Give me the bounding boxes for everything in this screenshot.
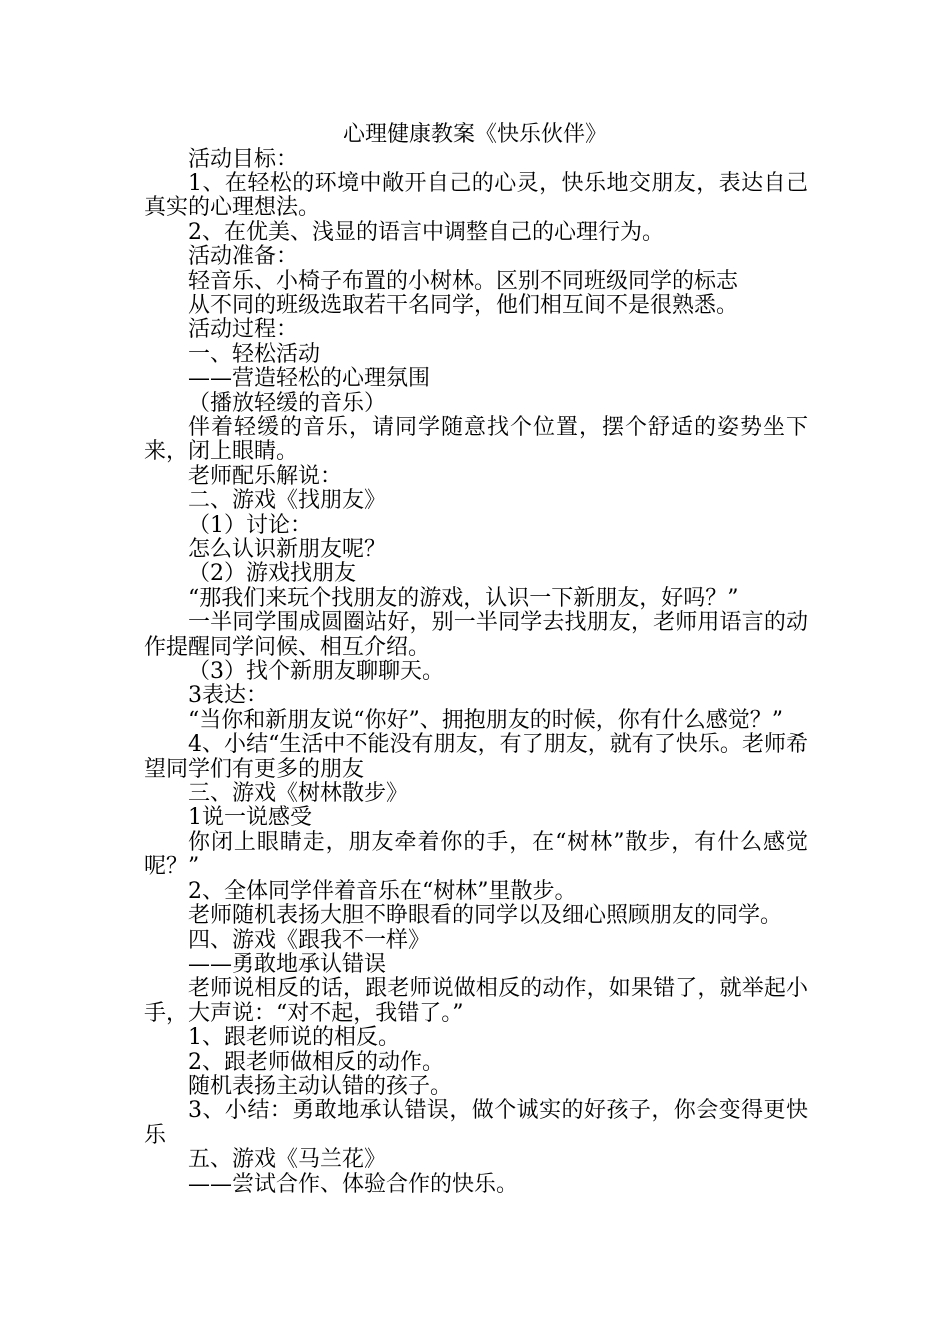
paragraph: ——营造轻松的心理氛围 (188, 366, 431, 392)
paragraph: 3、小结：勇敢地承认错误，做个诚实的好孩子，你会变得更快乐 (144, 1098, 808, 1148)
paragraph: 老师配乐解说： (188, 463, 343, 489)
paragraph: 2、全体同学伴着音乐在“树林”里散步。 (188, 878, 577, 904)
paragraph: 2、在优美、浅显的语言中调整自己的心理行为。 (188, 219, 664, 245)
paragraph: 伴着轻缓的音乐，请同学随意找个位置，摆个舒适的姿势坐下来，闭上眼睛。 (144, 414, 808, 465)
paragraph: 活动目标： (188, 146, 299, 172)
document-body (144, 148, 808, 1197)
paragraph: ——尝试合作、体验合作的快乐。 (188, 1171, 519, 1197)
paragraph: 3表达： (188, 683, 268, 709)
paragraph: “当你和新朋友说“你好”、拥抱朋友的时候，你有什么感觉？” (188, 707, 783, 733)
paragraph: 怎么认识新朋友呢？ (188, 537, 387, 562)
paragraph: 五、游戏《马兰花》 (188, 1147, 387, 1173)
paragraph: 2、跟老师做相反的动作。 (188, 1049, 444, 1075)
paragraph: 活动过程： (188, 317, 299, 343)
document-title: 心理健康教案《快乐伙伴》 (342, 122, 607, 147)
paragraph: 1、在轻松的环境中敞开自己的心灵，快乐地交朋友，表达自己真实的心理想法。 (144, 170, 808, 221)
paragraph: 老师随机表扬大胆不睁眼看的同学以及细心照顾朋友的同学。 (188, 903, 783, 929)
paragraph: 随机表扬主动认错的孩子。 (188, 1073, 453, 1099)
paragraph: 一、轻松活动 (188, 341, 321, 367)
paragraph: （1）讨论： (188, 512, 312, 538)
paragraph: （3）找个新朋友聊聊天。 (188, 659, 444, 685)
paragraph: 二、游戏《找朋友》 (188, 488, 387, 514)
paragraph: 三、游戏《树林散步》 (188, 781, 409, 807)
paragraph: 四、游戏《跟我不一样》 (188, 927, 431, 953)
paragraph: “那我们来玩个找朋友的游戏，认识一下新朋友，好吗？” (188, 585, 739, 611)
paragraph: （播放轻缓的音乐） (188, 390, 387, 416)
paragraph: 从不同的班级选取若干名同学，他们相互间不是很熟悉。 (188, 292, 739, 318)
paragraph: 一半同学围成圆圈站好，别一半同学去找朋友，老师用语言的动作提醒同学问候、相互介绍。 (144, 610, 808, 660)
paragraph: 你闭上眼睛走，朋友牵着你的手，在“树林”散步，有什么感觉呢？” (144, 829, 808, 880)
paragraph: 1、跟老师说的相反。 (188, 1025, 400, 1051)
paragraph: ——勇敢地承认错误 (188, 951, 387, 977)
paragraph: （2）游戏找朋友 (188, 561, 356, 587)
paragraph: 老师说相反的话，跟老师说做相反的动作，如果错了，就举起小手，大声说：“对不起，我错了。” (144, 976, 808, 1026)
paragraph: 1说一说感受 (188, 805, 312, 831)
paragraph: 轻音乐、小椅子布置的小树林。区别不同班级同学的标志 (188, 268, 739, 294)
paragraph: 活动准备： (188, 244, 299, 270)
paragraph: 4、小结“生活中不能没有朋友，有了朋友，就有了快乐。老师希望同学们有更多的朋友 (144, 732, 808, 782)
